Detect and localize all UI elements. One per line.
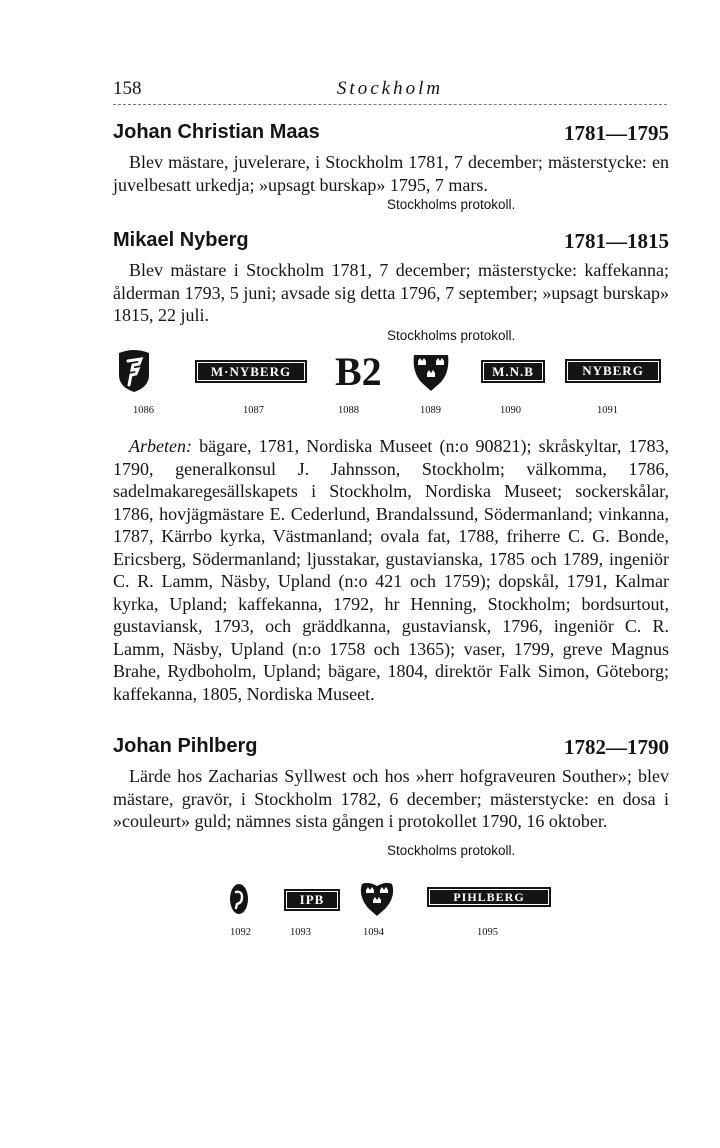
three-crowns-icon xyxy=(410,351,452,391)
entry-pihlberg xyxy=(113,735,669,858)
entry-years: 1782—1790 xyxy=(564,735,669,759)
entry-nyberg xyxy=(113,229,669,343)
entry-source: Stockholms protokoll. xyxy=(387,842,516,858)
hallmark-1094 xyxy=(358,880,396,921)
header-rule xyxy=(113,104,667,105)
hallmark-1095: PIHLBERG xyxy=(427,887,551,907)
works-section xyxy=(113,435,669,705)
running-title: Stockholm xyxy=(336,78,444,99)
entry-heading xyxy=(113,121,669,151)
hallmark-number: 1094 xyxy=(363,927,384,938)
entry-years: 1781—1795 xyxy=(564,121,669,145)
entry-text: Blev mästare, juvelerare, i Stockholm 1781, 7 december; mästerstycke: en juvelbesatt urkedja; »upsagt burskap» 1795, 7 mars. xyxy=(113,152,669,195)
entry-name: Johan Pihlberg xyxy=(113,735,258,757)
hallmark-number: 1089 xyxy=(420,405,441,416)
hallmark-number: 1090 xyxy=(500,405,521,416)
hallmarks-nyberg xyxy=(113,343,669,423)
entry-heading xyxy=(113,735,669,765)
hallmark-number: 1091 xyxy=(597,405,618,416)
hallmarks-pihlberg xyxy=(113,875,669,945)
hallmark-number: 1087 xyxy=(243,405,264,416)
three-crowns-icon xyxy=(358,880,396,916)
entry-name: Mikael Nyberg xyxy=(113,229,249,251)
hallmark-1090: M.N.B xyxy=(481,360,545,383)
page-header xyxy=(113,78,667,104)
hallmark-1087: M·NYBERG xyxy=(195,360,307,383)
works-body: bägare, 1781, Nordiska Museet (n:o 90821); skråskyltar, 1783, 1790, generalkonsul J. Jahnsson, Stockholm; välkomma, 1786, sadelmakaregesällskapets i Stockholm, Nordiska Museet; sockerskålar, 1786, hovjägmästare E. Cederlund, Brandalssund, Södermanland; vinkanna, 1787, Kärrbo kyrka, Västmanland; ovala fat, 1788, friherre C. G. Bonde, Ericsberg, Södermanland; ljusstakar, gustavianska, 1785 och 1789, ingeniör C. R. Lamm, Näsby, Upland (n:o 421 och 1759); dopskål, 1791, Kalmar kyrka, Upland; kaffekanna, 1792, hr Henning, Stockholm; bordsurtout, gustaviansk, 1793, och gräddkanna, gustaviansk, 1796, ingeniör C. R. Lamm, Näsby, Upland (n:o 1758 och 1365); vaser, 1799, greve Magnus Brahe, Rydboholm, Upland; bägare, 1804, direktör Falk Simon, Göteborg; kaffekanna, 1805, Nordiska Museet. xyxy=(113,436,670,704)
shield-hallmark-icon xyxy=(117,349,151,393)
entry-text: Blev mästare i Stockholm 1781, 7 december; mästerstycke: kaffekanna; ålderman 1793, 5 juni; avsade sig detta 1796, 7 september; »upsagt burskap» 1815, 22 juli. xyxy=(113,260,669,325)
hallmark-1091: NYBERG xyxy=(565,359,661,383)
hallmark-1092 xyxy=(229,883,249,920)
hallmark-number: 1093 xyxy=(290,927,311,938)
hallmark-1086 xyxy=(117,349,151,398)
entry-text: Lärde hos Zacharias Syllwest och hos »herr hofgraveuren Souther»; blev mästare, gravör, i Stockholm 1782, 6 december; mästerstycke: en dosa i »couleurt» guld; nämnes sista gången i protokollet 1790, 16 oktober. xyxy=(113,766,669,831)
entry-source: Stockholms protokoll. xyxy=(387,197,516,212)
oval-hallmark-icon xyxy=(229,883,249,915)
hallmark-number: 1095 xyxy=(477,927,498,938)
page-number: 158 xyxy=(113,78,142,99)
hallmark-1088: B2 xyxy=(335,349,382,394)
hallmark-number: 1088 xyxy=(338,405,359,416)
entry-name: Johan Christian Maas xyxy=(113,121,320,143)
works-text xyxy=(113,435,669,705)
works-lead: Arbeten: xyxy=(129,436,192,456)
hallmark-number: 1086 xyxy=(133,405,154,416)
hallmark-1089 xyxy=(410,351,452,396)
entry-maas xyxy=(113,121,669,212)
hallmark-number: 1092 xyxy=(230,927,251,938)
entry-years: 1781—1815 xyxy=(564,229,669,253)
entry-source: Stockholms protokoll. xyxy=(387,327,516,343)
hallmark-1093: IPB xyxy=(284,889,340,911)
entry-heading xyxy=(113,229,669,259)
